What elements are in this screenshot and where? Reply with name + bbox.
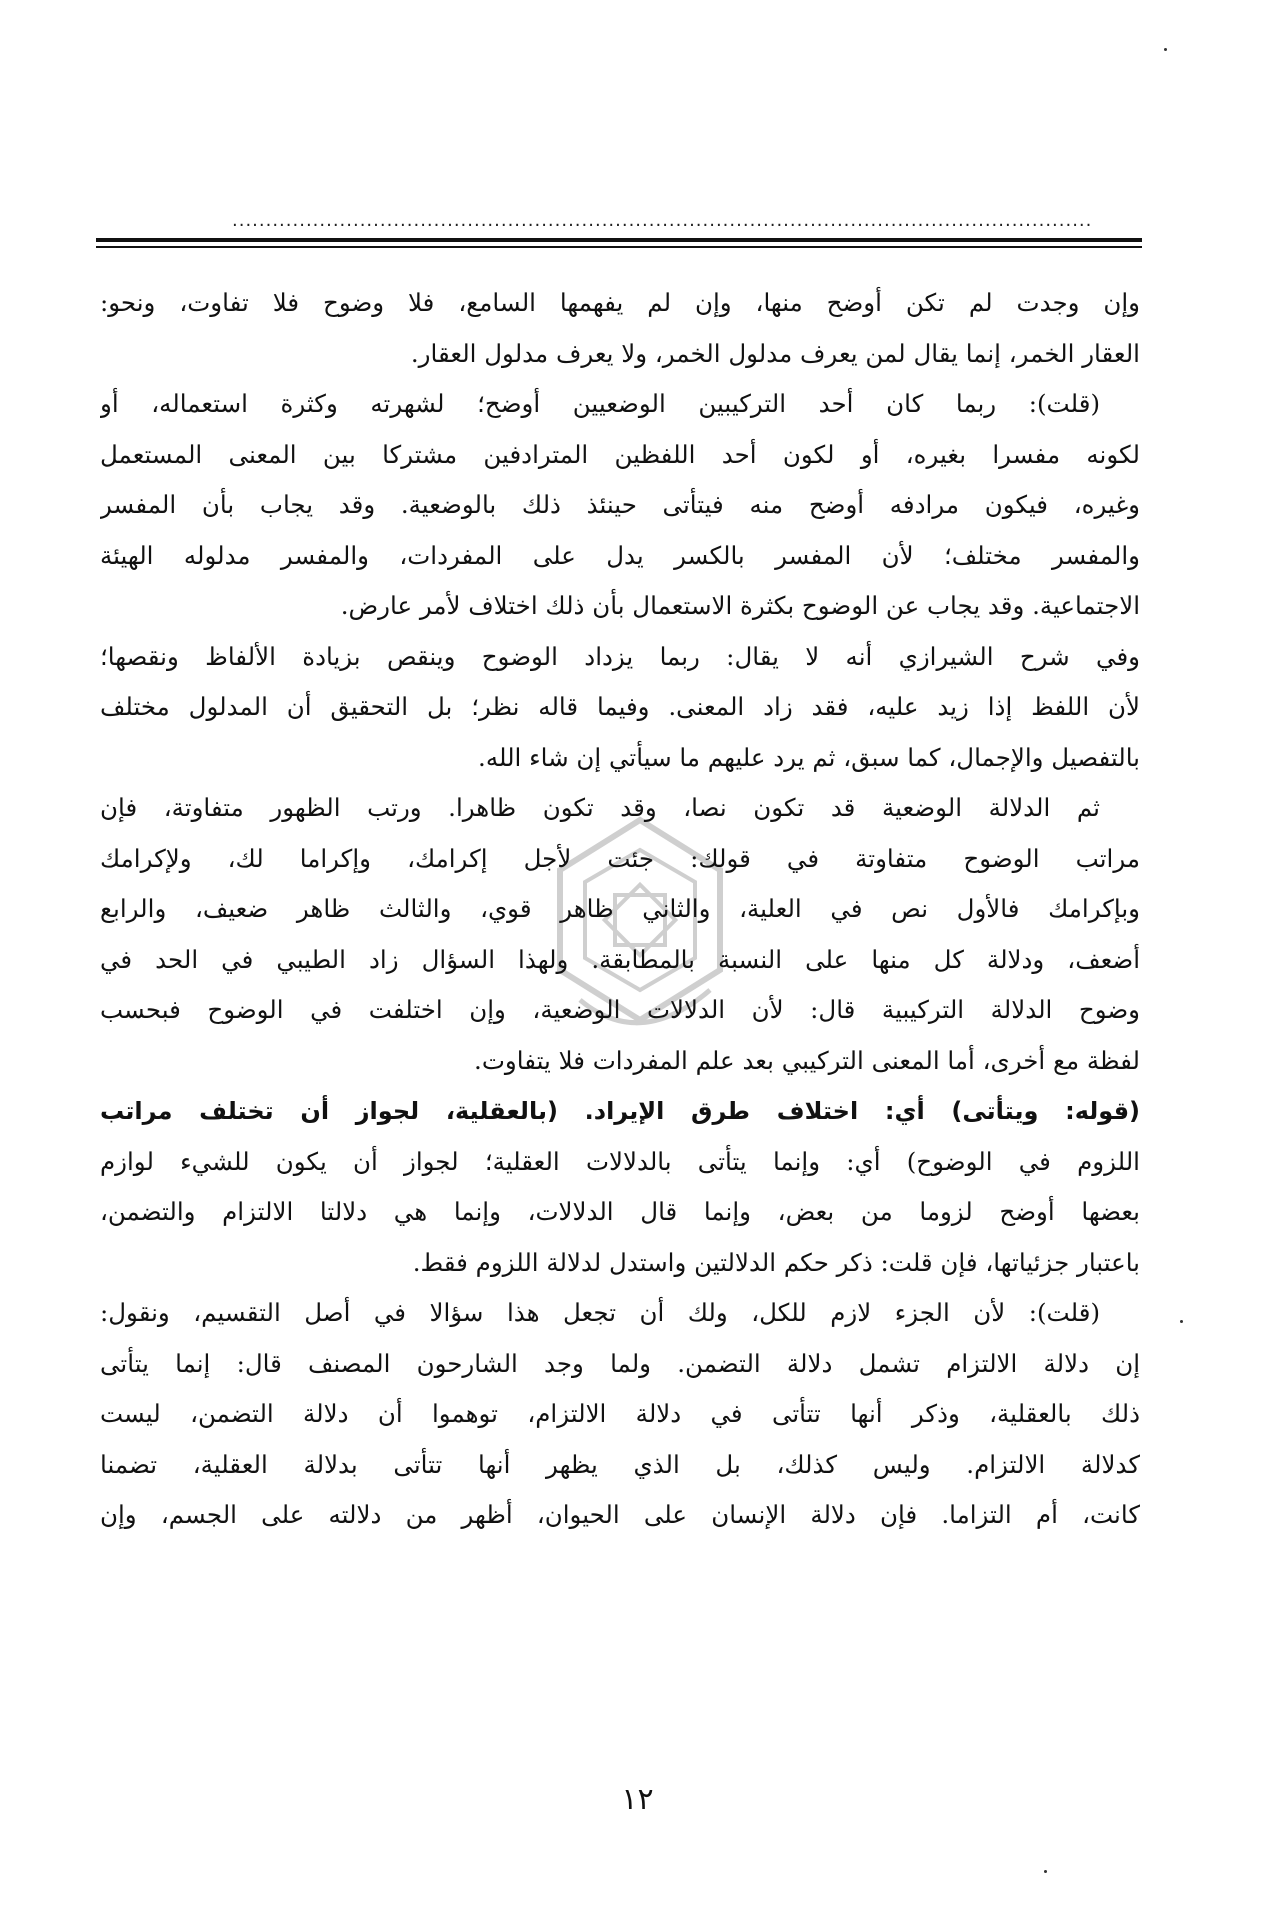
text-line: باعتبار جزئياتها، فإن قلت: ذكر حكم الدلالتين واستدل لدلالة اللزوم فقط. — [412, 1247, 1140, 1277]
text-line: (قلت): لأن الجزء لازم للكل، ولك أن تجعل هذا سؤالا في أصل التقسيم، ونقول: — [100, 1298, 1100, 1327]
text-line: كدلالة الالتزام. وليس كذلك، بل الذي يظهر أنها تتأتى بدلالة العقلية، تضمنا — [100, 1449, 1140, 1479]
text-line: وبإكرامك فالأول نص في العلية، والثاني ظاهر قوي، والثالث ظاهر ضعيف، والرابع — [100, 894, 1140, 923]
text-line: (قوله: ويتأتى) أي: اختلاف طرق الإيراد. (بالعقلية، لجواز أن تختلف مراتب — [100, 1097, 1140, 1125]
text-line: أضعف، ودلالة كل منها على النسبة بالمطابقة. ولهذا السؤال زاد الطيبي في الحد في — [100, 944, 1140, 974]
header-dotted-line: ................................................................................................................................ — [232, 216, 1093, 228]
text-line: بالتفصيل والإجمال، كما سبق، ثم يرد عليهم ما سيأتي إن شاء الله. — [478, 742, 1140, 772]
text-line: وإن وجدت لم تكن أوضح منها، وإن لم يفهمها السامع، فلا وضوح فلا تفاوت، ونحو: — [100, 288, 1140, 317]
text-line: وغيره، فيكون مرادفه أوضح منه فيتأتى حينئذ ذلك بالوضعية. وقد يجاب بأن المفسر — [100, 490, 1140, 519]
text-line: الاجتماعية. وقد يجاب عن الوضوح بكثرة الاستعمال بأن ذلك اختلاف لأمر عارض. — [340, 591, 1140, 620]
text-line: مراتب الوضوح متفاوتة في قولك: جئت لأجل إكرامك، وإكراما لك، ولإكرامك — [100, 843, 1140, 873]
header-rule-thick — [96, 238, 1142, 242]
text-line: لأن اللفظ إذا زيد عليه، فقد زاد المعنى. وفيما قاله نظر؛ بل التحقيق أن المدلول مختلف — [100, 692, 1140, 721]
scan-speck — [1164, 48, 1167, 51]
text-line: كانت، أم التزاما. فإن دلالة الإنسان على الحيوان، أظهر من دلالته على الجسم، وإن — [100, 1500, 1140, 1529]
text-line: اللزوم في الوضوح) أي: وإنما يتأتى بالدلالات العقلية؛ لجواز أن يكون للشيء لوازم — [100, 1146, 1140, 1176]
text-line: (قلت): ربما كان أحد التركيبين الوضعيين أوضح؛ لشهرته وكثرة استعماله، أو — [100, 389, 1100, 418]
text-line: إن دلالة الالتزام تشمل دلالة التضمن. ولما وجد الشارحون المصنف قال: إنما يتأتى — [100, 1348, 1140, 1378]
scan-speck — [1180, 1320, 1183, 1323]
text-line: ثم الدلالة الوضعية قد تكون نصا، وقد تكون ظاهرا. ورتب الظهور متفاوتة، فإن — [100, 793, 1100, 822]
scan-speck — [1044, 1870, 1047, 1873]
header-rule-thin — [96, 246, 1142, 248]
text-line: لفظة مع أخرى، أما المعنى التركيبي بعد علم المفردات فلا يتفاوت. — [474, 1045, 1140, 1075]
text-line: العقار الخمر، إنما يقال لمن يعرف مدلول الخمر، ولا يعرف مدلول العقار. — [410, 338, 1140, 368]
text-line: ذلك بالعقلية، وذكر أنها تتأتى في دلالة الالتزام، توهموا أن دلالة التضمن، ليست — [100, 1399, 1140, 1428]
text-line: وفي شرح الشيرازي أنه لا يقال: ربما يزداد الوضوح وينقص بزيادة الألفاظ ونقصها؛ — [100, 641, 1140, 671]
body-text — [100, 278, 1140, 1541]
text-line: لكونه مفسرا بغيره، أو لكون أحد اللفظين المترادفين مشتركا بين المعنى المستعمل — [100, 439, 1140, 469]
page-number: ١٢ — [621, 1782, 654, 1817]
text-line: بعضها أوضح لزوما من بعض، وإنما قال الدلالات، وإنما هي دلالتا الالتزام والتضمن، — [100, 1197, 1140, 1226]
text-line: وضوح الدلالة التركيبية قال: لأن الدلالات الوضعية، وإن اختلفت في الوضوح فبحسب — [100, 995, 1140, 1024]
text-line: والمفسر مختلف؛ لأن المفسر بالكسر يدل على المفردات، والمفسر مدلوله الهيئة — [100, 540, 1140, 570]
